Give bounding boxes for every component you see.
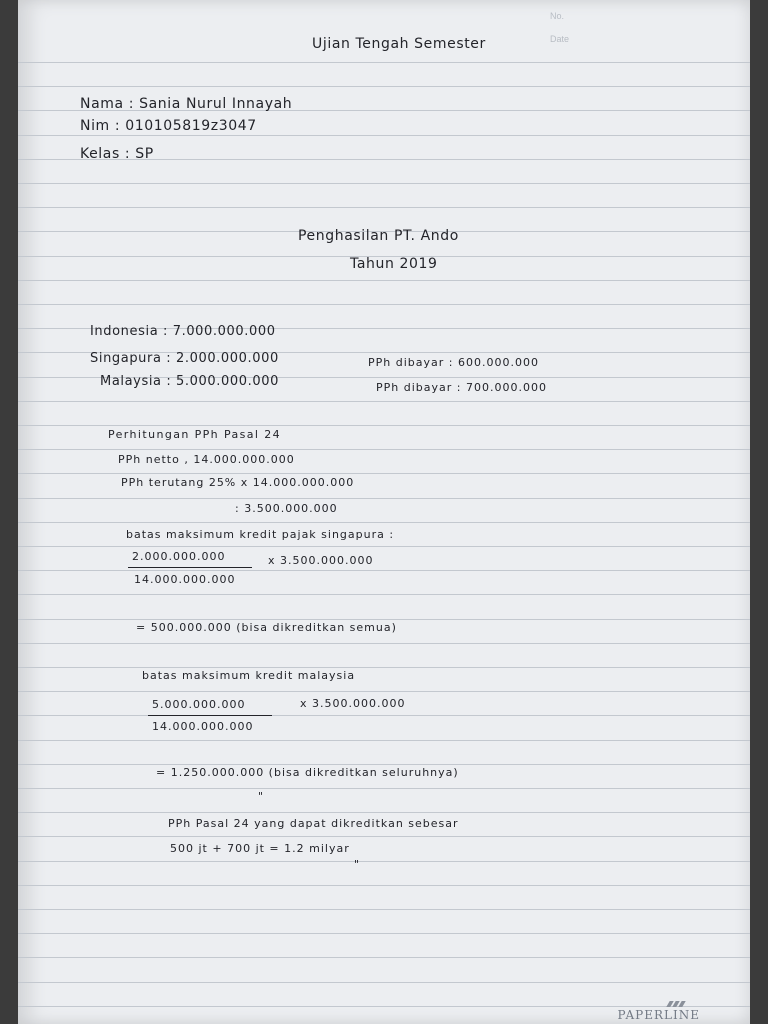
ditto-mark-2: " (354, 858, 361, 871)
ruled-line (18, 135, 750, 136)
ruled-line (18, 764, 750, 765)
summary-line: PPh Pasal 24 yang dapat dikreditkan sebesar (168, 817, 459, 830)
ruled-line (18, 86, 750, 87)
ruled-line (18, 619, 750, 620)
student-class: Kelas : SP (80, 146, 154, 162)
heading-company: Penghasilan PT. Ando (298, 228, 459, 244)
ruled-line (18, 304, 750, 305)
notebook-page (18, 0, 750, 1024)
income-indonesia: Indonesia : 7.000.000.000 (90, 324, 276, 339)
ruled-line (18, 280, 750, 281)
brand-label: PAPERLINE (617, 1008, 700, 1022)
no-field-label: No. (550, 11, 565, 21)
malaysia-multiplier: x 3.500.000.000 (300, 697, 406, 710)
ditto-mark: " (258, 790, 265, 803)
ruled-line (18, 909, 750, 910)
pph-terutang: PPh terutang 25% x 14.000.000.000 (121, 476, 355, 489)
ruled-line (18, 498, 750, 499)
student-nim: Nim : 010105819z3047 (80, 118, 257, 134)
calc-title: Perhitungan PPh Pasal 24 (108, 428, 282, 441)
ruled-line (18, 957, 750, 958)
ruled-line (18, 740, 750, 741)
singapura-fraction-numerator: 2.000.000.000 (132, 550, 226, 563)
paperline-logo-icon (668, 1001, 684, 1007)
malaysia-fraction-numerator: 5.000.000.000 (152, 698, 246, 711)
pph-paid-singapura: PPh dibayar : 600.000.000 (368, 356, 539, 369)
pph-netto: PPh netto , 14.000.000.000 (118, 453, 295, 466)
ruled-line (18, 812, 750, 813)
ruled-line (18, 691, 750, 692)
ruled-line (18, 861, 750, 862)
ruled-line (18, 425, 750, 426)
income-singapura: Singapura : 2.000.000.000 (90, 351, 279, 366)
ruled-line (18, 788, 750, 789)
pph-terutang-result: : 3.500.000.000 (235, 502, 338, 515)
student-name: Nama : Sania Nurul Innayah (80, 96, 293, 112)
ruled-line (18, 401, 750, 402)
ruled-line (18, 594, 750, 595)
ruled-line (18, 62, 750, 63)
ruled-line (18, 982, 750, 983)
heading-year: Tahun 2019 (350, 256, 438, 272)
malaysia-limit-title: batas maksimum kredit malaysia (142, 669, 356, 682)
singapura-limit-title: batas maksimum kredit pajak singapura : (126, 528, 395, 541)
ruled-line (18, 836, 750, 837)
ruled-line (18, 207, 750, 208)
ruled-line (18, 643, 750, 644)
ruled-line (18, 183, 750, 184)
income-malaysia: Malaysia : 5.000.000.000 (100, 374, 279, 389)
ruled-line (18, 473, 750, 474)
malaysia-result: = 1.250.000.000 (bisa dikreditkan seluruhnya) (156, 766, 459, 779)
total-line: 500 jt + 700 jt = 1.2 milyar (170, 842, 350, 855)
ruled-line (18, 715, 750, 716)
ruled-line (18, 522, 750, 523)
singapura-multiplier: x 3.500.000.000 (268, 554, 374, 567)
ruled-line (18, 667, 750, 668)
malaysia-fraction-denominator: 14.000.000.000 (152, 720, 254, 733)
singapura-result: = 500.000.000 (bisa dikreditkan semua) (136, 621, 397, 634)
exam-title: Ujian Tengah Semester (312, 36, 486, 52)
ruled-line (18, 1006, 750, 1007)
ruled-line (18, 885, 750, 886)
ruled-line (18, 933, 750, 934)
pph-paid-malaysia: PPh dibayar : 700.000.000 (376, 381, 547, 394)
singapura-fraction-denominator: 14.000.000.000 (134, 573, 236, 586)
date-field-label: Date (550, 34, 570, 44)
singapura-fraction-bar (128, 567, 252, 568)
ruled-line (18, 546, 750, 547)
ruled-line (18, 449, 750, 450)
ruled-line (18, 570, 750, 571)
malaysia-fraction-bar (148, 715, 272, 716)
